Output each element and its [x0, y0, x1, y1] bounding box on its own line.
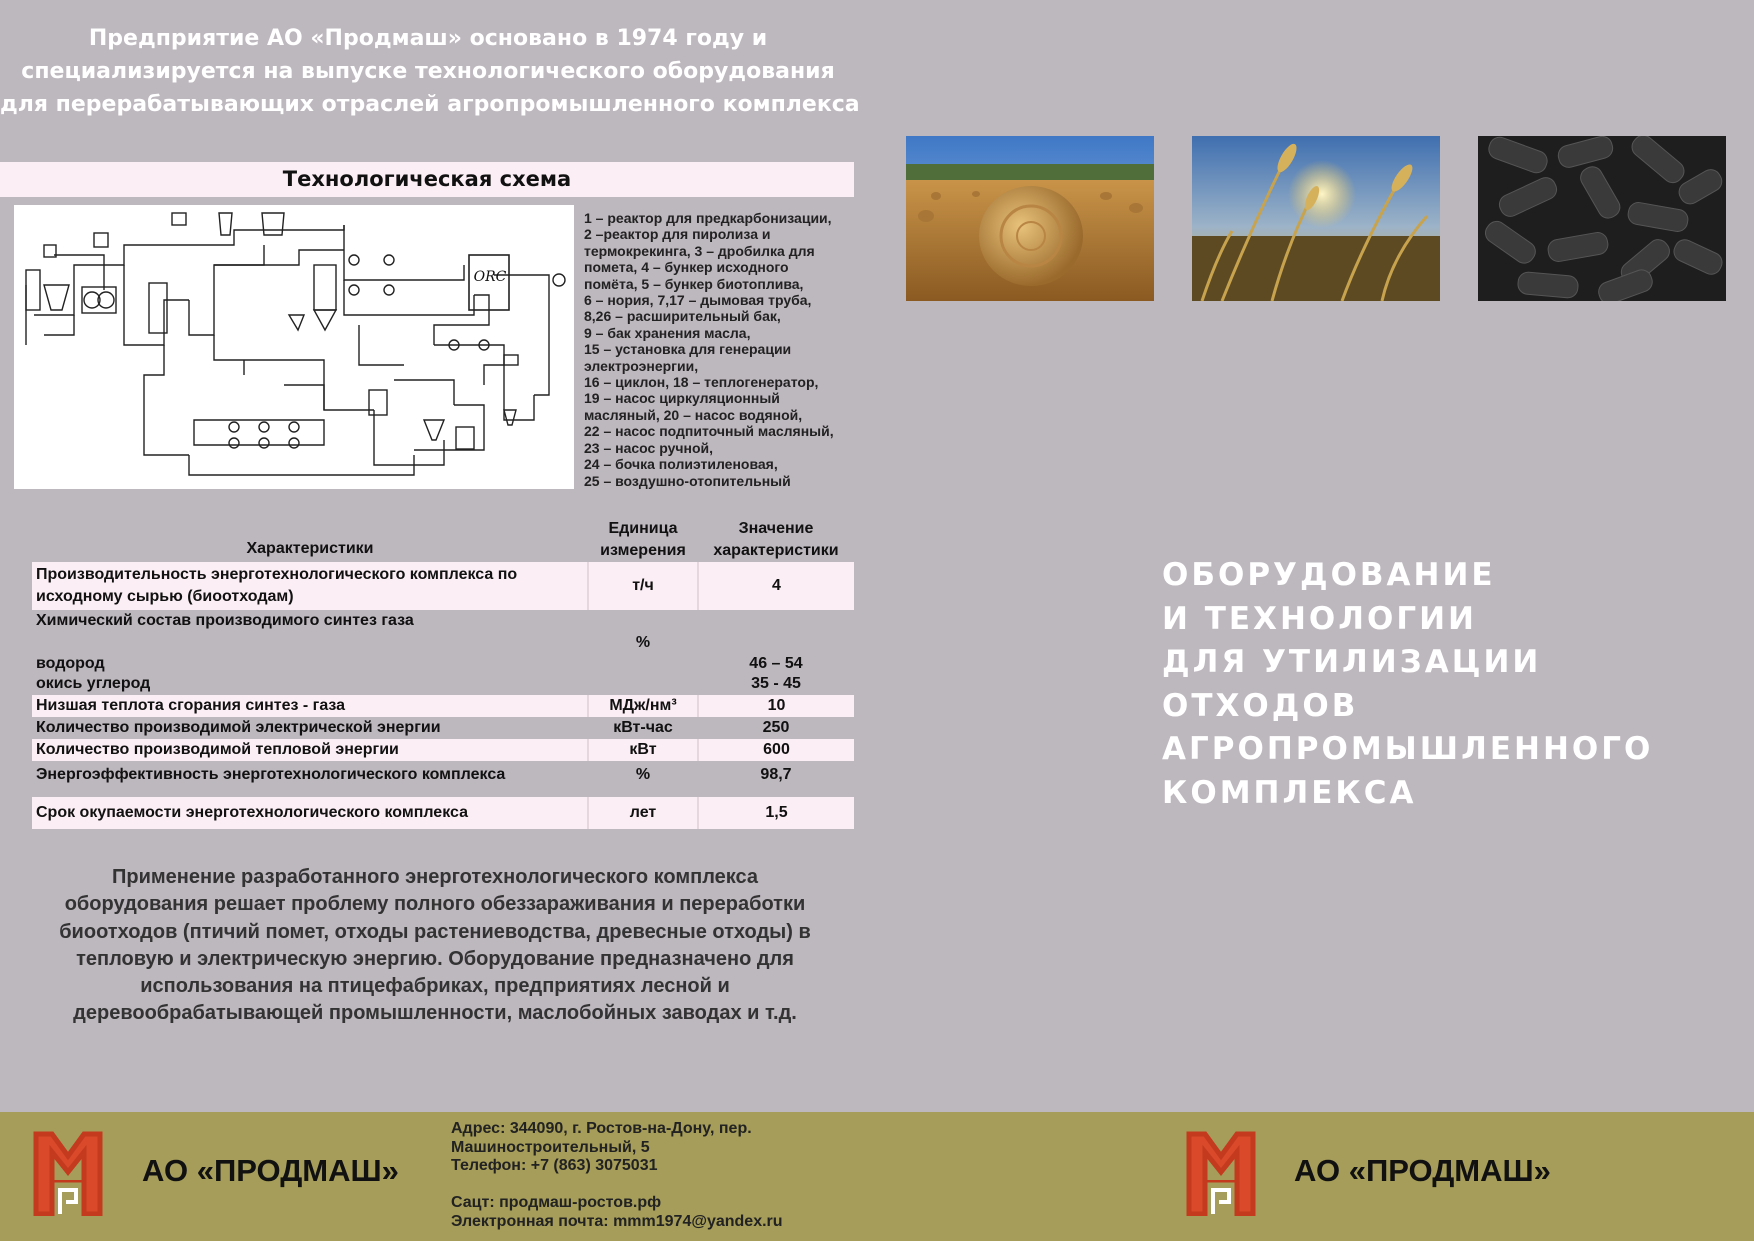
composition-unit: % [635, 634, 651, 651]
legend-line: 15 – установка для генерации [584, 341, 792, 358]
co-name: окись углерод [36, 675, 151, 692]
contact-info [451, 1120, 783, 1231]
paragraph-line: тепловую и электрическую энергию. Оборудование предназначено для [76, 947, 794, 970]
table-row [32, 562, 854, 610]
email-link[interactable]: Электронная почта: mmm1974@yandex.ru [451, 1212, 783, 1230]
specs-table [32, 518, 854, 829]
table-header-row [32, 518, 854, 562]
hydrogen-value: 46 – 54 [749, 655, 803, 672]
legend-line: 25 – воздушно-отопительный [584, 472, 791, 489]
legend-line: 8,26 – расширительный бак, [584, 308, 781, 325]
spacer-line [451, 1176, 783, 1195]
table-row [32, 695, 854, 717]
row-name-line: исходному сырью (биоотходам) [36, 588, 294, 605]
header-unit-line: Единица [608, 520, 678, 537]
legend-line: помета, 4 – бункер исходного [584, 259, 789, 276]
row-name: Количество производимой электрической энергии [36, 719, 441, 736]
cover-title [1162, 554, 1653, 815]
company-name: АО «ПРОДМАШ» [1294, 1153, 1551, 1188]
legend-line: электроэнергии, [584, 357, 699, 374]
co-value: 35 - 45 [751, 675, 801, 692]
legend-line: 23 – насос ручной, [584, 439, 713, 456]
legend-line: 16 – циклон, 18 – теплогенератор, [584, 374, 819, 391]
legend-line: 24 – бочка полиэтиленовая, [584, 456, 778, 473]
orc-label: ORC [473, 269, 507, 285]
company-name: АО «ПРОДМАШ» [142, 1153, 399, 1188]
table-row [32, 673, 854, 695]
legend-line: 1 – реактор для предкарбонизации, [584, 210, 832, 226]
row-name-line: Производительность энерготехнологического комплекса по [36, 566, 518, 583]
website-link[interactable]: Сацт: продмаш-ростов.рф [451, 1194, 662, 1211]
hay-bale-field-photo [906, 136, 1154, 301]
cover-title-line: АГРОПРОМЫШЛЕННОГО [1162, 731, 1654, 767]
row-name: Энергоэффективность энерготехнологического комплекса [36, 766, 506, 783]
cover-title-line: И ТЕХНОЛОГИИ [1162, 600, 1477, 637]
intro-line: специализируется на выпуске технологического оборудования [21, 59, 835, 84]
legend-line: 9 – бак хранения масла, [584, 324, 751, 341]
header-value-line: характеристики [713, 542, 839, 559]
row-name [32, 562, 588, 610]
composition-title: Химический состав производимого синтез газа [36, 612, 414, 629]
legend-line: масляный, 20 – насос водяной, [584, 406, 803, 423]
row-unit: лет [588, 797, 698, 829]
paragraph-line: Применение разработанного энерготехнологического комплекса [111, 866, 758, 888]
cover-title-line: ОБОРУДОВАНИЕ [1162, 557, 1496, 593]
row-value: 600 [698, 739, 854, 761]
table-row [32, 632, 854, 654]
paragraph-line: биоотходов (птичий помет, отходы растениеводства, древесные отходы) в [59, 920, 811, 943]
header-unit-line: измерения [600, 542, 686, 559]
intro-heading [0, 22, 860, 121]
header-unit [588, 518, 698, 562]
table-row [32, 739, 854, 761]
row-unit: % [635, 766, 651, 783]
header-value [698, 518, 854, 562]
row-value: 250 [762, 719, 790, 736]
cover-title-line: ОТХОДОВ [1162, 687, 1359, 724]
paragraph-line: оборудования решает проблему полного обеззараживания и переработки [64, 893, 806, 916]
table-row [32, 610, 854, 632]
description-paragraph [40, 864, 830, 1028]
header-characteristic: Характеристики [246, 540, 374, 557]
intro-line: Предприятие АО «Продмаш» основано в 1974 году и [88, 26, 768, 51]
scheme-title: Технологическая схема [282, 167, 572, 191]
row-value: 98,7 [760, 766, 792, 783]
address-line: Адрес: 344090, г. Ростов-на-Дону, пер. [451, 1120, 752, 1137]
cover-title-line: КОМПЛЕКСА [1162, 774, 1417, 811]
hydrogen-name: водород [36, 655, 105, 672]
row-value: 10 [698, 695, 854, 717]
row-value: 4 [698, 562, 854, 610]
legend-line: 22 – насос подпиточный масляный, [584, 423, 834, 440]
legend-line: 2 –реактор для пиролиза и [584, 226, 771, 243]
scheme-legend [584, 210, 854, 489]
technological-scheme-diagram [14, 205, 574, 489]
row-name: Низшая теплота сгорания синтез - газа [32, 695, 588, 717]
table-row [32, 717, 854, 739]
legend-line: помёта, 5 – бункер биотоплива, [584, 275, 804, 292]
cover-title-line: ДЛЯ УТИЛИЗАЦИИ [1162, 644, 1542, 680]
address-line: Машиностроительный, 5 [451, 1138, 650, 1156]
table-row [32, 797, 854, 829]
row-value: 1,5 [698, 797, 854, 829]
table-row [32, 761, 854, 789]
phone-line: Телефон: +7 (863) 3075031 [451, 1157, 658, 1174]
legend-line: термокрекинга, 3 – дробилка для [584, 242, 815, 259]
table-row [32, 654, 854, 673]
paragraph-line: деревообрабатывающей промышленности, маслобойных заводах и т.д. [73, 1002, 797, 1025]
row-unit: кВт-час [613, 719, 673, 736]
row-unit: МДж/нм³ [588, 695, 698, 717]
intro-line: для перерабатывающих отраслей агропромышленного комплекса [0, 92, 860, 117]
paragraph-line: использования на птицефабриках, предприятиях лесной и [140, 975, 730, 998]
row-unit: т/ч [588, 562, 698, 610]
row-name: Срок окупаемости энерготехнологического комплекса [32, 797, 588, 829]
row-unit: кВт [588, 739, 698, 761]
header-value-line: Значение [738, 520, 814, 537]
wheat-sunset-photo [1192, 136, 1440, 301]
legend-line: 6 – нория, 7,17 – дымовая труба, [584, 292, 812, 309]
row-name: Количество производимой тепловой энергии [32, 739, 588, 761]
prodmash-logo-icon [1185, 1130, 1257, 1216]
legend-line: 19 – насос циркуляционный [584, 390, 780, 407]
charcoal-pellets-photo [1478, 136, 1726, 301]
prodmash-logo-icon [32, 1130, 104, 1216]
